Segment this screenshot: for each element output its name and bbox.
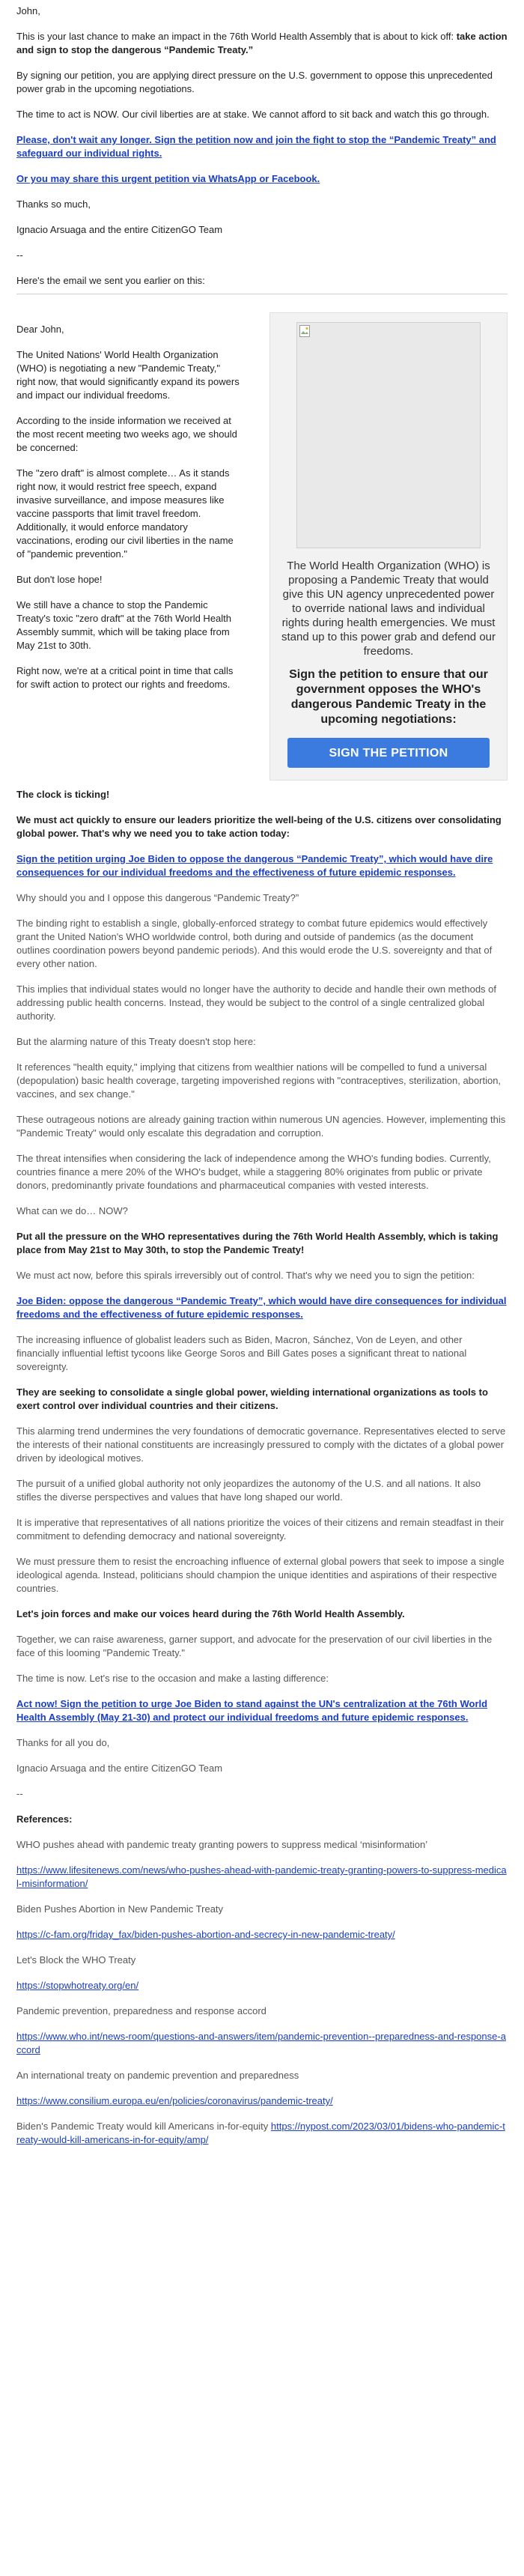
joe-petition-link-1[interactable]: Sign the petition urging Joe Biden to oppose the dangerous “Pandemic Treaty”, which would have dire consequences for our individual freedoms and the effectiveness of future epidemic responses. [16,853,493,878]
intro-paragraph [16,30,508,57]
reference-last [16,2120,508,2147]
left-paragraph: But don't lose hope! [16,574,103,585]
health-equity-paragraph: It references "health equity," implying that citizens from wealthier nations will be compelled to fund a universal (depopulation) basic health coverage, targeting impoverished regions with "contraceptives, sterilization, abortion, vaccines, and sex change." [16,1061,502,1100]
increasing-paragraph: The increasing influence of globalist leaders such as Biden, Macron, Sánchez, Von de Leyen, and other financially influential leftist tycoons like George Soros and Bill Gates poses a significant threat to national sovereignty. [16,1334,467,1372]
sign-petition-paragraph [16,133,508,160]
earlier-email-note: Here's the email we sent you earlier on this: [16,275,205,286]
joe-petition-paragraph-1 [16,852,508,879]
left-paragraph: Right now, we're at a critical point in time that calls for swift action to protect our rights and freedoms. [16,665,234,690]
intro-text: This is your last chance to make an impact in the 76th World Health Assembly that is about to kick off: [16,31,457,42]
pressure-paragraph: By signing our petition, you are applying direct pressure on the U.S. government to oppose this unprecedented power grab in the upcoming negotiations. [16,70,493,94]
dashes-top: -- [16,249,23,261]
imperative-paragraph: It is imperative that representatives of all nations prioritize the voices of their citizens and remain steadfast in their commitment to defending democracy and national sovereignty. [16,1517,505,1542]
pursuit-paragraph: The pursuit of a unified global authority not only jeopardizes the autonomy of the U.S. and all nations. It also stifles the diverse perspectives and values that have long shaped our world. [16,1478,481,1503]
card-description: The World Health Organization (WHO) is proposing a Pandemic Treaty that would give this UN agency unprecedented power to override national laws and individual rights during health emergencies. We must stand up to this power grab and defend our freedoms. [281,560,496,658]
dashes-bottom: -- [16,1788,23,1799]
reference-link[interactable]: https://stopwhotreaty.org/en/ [16,1980,139,1991]
consolidate-paragraph: They are seeking to consolidate a single global power, wielding international organizations as tools to exert control over individual countries and their citizens. [16,1387,488,1411]
share-petition-link[interactable]: Or you may share this urgent petition via WhatsApp or Facebook. [16,173,320,184]
join-forces-paragraph: Let's join forces and make our voices heard during the 76th World Health Assembly. [16,1608,405,1619]
reference-last-title: Biden's Pandemic Treaty would kill Americans in-for-equity [16,2121,271,2132]
reference-link[interactable]: https://c-fam.org/friday_fax/biden-pushes-abortion-and-secrecy-in-new-pandemic-treaty/ [16,1929,395,1940]
thanks-all: Thanks for all you do, [16,1737,110,1748]
reference-title: An international treaty on pandemic prevention and preparedness [16,2070,299,2081]
resist-paragraph: We must pressure them to resist the encroaching influence of external global powers that seek to impose a single ideological agenda. Instead, politicians should champion the unique identities and aspirations of their respective countries. [16,1556,505,1594]
act-now-link-paragraph [16,1697,508,1724]
implies-paragraph: This implies that individual states would no longer have the authority to decide and handle their own methods of addressing public health concerns. Instead, they would be subject to the control of a single centralized global authority. [16,984,496,1022]
why-question: Why should you and I oppose this dangerous “Pandemic Treaty?” [16,892,299,903]
left-column [16,312,240,703]
reference-link[interactable]: https://www.consilium.europa.eu/en/policies/coronavirus/pandemic-treaty/ [16,2095,333,2106]
left-paragraph: The United Nations' World Health Organization (WHO) is negotiating a new "Pandemic Treaty," right now, that would significantly expand its powers and impact our individual freedoms. [16,349,240,401]
binding-paragraph: The binding right to establish a single, globally-enforced strategy to combat future epidemics would effectively grant the United Nation's WHO worldwide control, both during and outside of pandemics (as the document outlines coordination powers beyond pandemic periods). And this would erode the U.S. sovereignty and that of every other nation. [16,918,493,969]
outrageous-paragraph: These outrageous notions are already gaining traction within numerous UN agencies. However, implementing this "Pandemic Treaty" would only escalate this degradation and corruption. [16,1114,506,1139]
act-now-link[interactable]: Act now! Sign the petition to urge Joe Biden to stand against the UN's centralization at the 76th World Health Assembly (May 21-30) and protect our individual freedoms and future epidemic responses. [16,1698,488,1723]
references-list [16,1838,508,2147]
intro-bold-text: take action and sign to stop the dangerous “Pandemic Treaty.” [16,31,508,55]
reference-title: Biden Pushes Abortion in New Pandemic Treaty [16,1903,224,1915]
what-now-question: What can we do… NOW? [16,1205,128,1216]
petition-image[interactable] [296,322,481,548]
threat-paragraph: The threat intensifies when considering the lack of independence among the WHO's funding bodies. Currently, countries finance a mere 20% of the WHO's budget, while a staggering 80% originates from public or private donors, predominantly private foundations and pharmaceutical companies with vested interests. [16,1153,491,1191]
broken-image-icon [299,325,310,337]
greeting-top: John, [16,5,40,16]
joe-petition-link-2[interactable]: Joe Biden: oppose the dangerous “Pandemic Treaty”, which would have dire consequences for individual freedoms and the effectiveness of future epidemic responses. [16,1295,507,1320]
clock-heading: The clock is ticking! [16,789,110,800]
reference-title: WHO pushes ahead with pandemic treaty granting powers to suppress medical ‘misinformation’ [16,1839,428,1850]
left-paragraph: The "zero draft" is almost complete… As it stands right now, it would restrict free speech, expand invasive surveillance, and impose measures like vaccine passports that limit travel freedom. Additionally, it would enforce mandatory vaccinations, eroding our civil liberties in the name of "pandemic prevention." [16,467,234,560]
salutation: Dear John, [16,324,64,335]
left-paragraph: We still have a chance to stop the Pandemic Treaty's toxic "zero draft" at the 76th World Health Assembly summit, which will be taking place from May 21st to 30th. [16,599,232,651]
reference-url-paragraph [16,1979,508,1992]
signature-bottom: Ignacio Arsuaga and the entire CitizenGO Team [16,1763,223,1774]
joe-petition-paragraph-2 [16,1294,508,1321]
left-paragraph: According to the inside information we received at the most recent meeting two weeks ago, we should be concerned: [16,415,237,453]
reference-url-paragraph [16,1928,508,1942]
time-paragraph: The time to act is NOW. Our civil liberties are at stake. We cannot afford to sit back and watch this go through. [16,109,490,120]
act-now-paragraph: We must act now, before this spirals irreversibly out of control. That's why we need you to sign the petition: [16,1270,475,1281]
reference-url-paragraph [16,1864,508,1891]
sign-petition-link[interactable]: Please, don't wait any longer. Sign the petition now and join the fight to stop the “Pandemic Treaty” and safeguard our individual rights. [16,134,496,159]
put-pressure-paragraph: Put all the pressure on the WHO representatives during the 76th World Health Assembly, which is taking place from May 21st to May 30th, to stop the Pandemic Treaty! [16,1231,499,1255]
reference-url-paragraph [16,2030,508,2057]
petition-card [269,312,508,781]
reference-link[interactable]: https://nypost.com/2023/03/01/bidens-who-pandemic-treaty-would-kill-americans-in-for-equity/amp/ [16,2121,505,2145]
reference-link[interactable]: https://www.lifesitenews.com/news/who-pushes-ahead-with-pandemic-treaty-granting-powers-to-suppress-medical-misinformation/ [16,1864,507,1889]
sign-petition-button[interactable]: SIGN THE PETITION [287,738,490,768]
time-now-paragraph: The time is now. Let's rise to the occasion and make a lasting difference: [16,1673,329,1684]
thanks-text: Thanks so much, [16,198,91,210]
reference-title: Let's Block the WHO Treaty [16,1954,136,1966]
must-act-paragraph: We must act quickly to ensure our leaders prioritize the well-being of the U.S. citizens over consolidating global power. That's why we need you to take action today: [16,814,502,839]
reference-link[interactable]: https://www.who.int/news-room/questions-and-answers/item/pandemic-prevention--preparedness-and-response-accord [16,2031,506,2055]
reference-title: Pandemic prevention, preparedness and response accord [16,2005,266,2016]
references-heading: References: [16,1813,73,1825]
undermines-paragraph: This alarming trend undermines the very foundations of democratic governance. Representatives elected to serve the interests of their national constituents are increasingly pressured to comply with the dictates of a global power driven by ideological motives. [16,1425,506,1464]
share-paragraph [16,172,508,186]
alarming-paragraph: But the alarming nature of this Treaty doesn't stop here: [16,1036,256,1047]
card-cta: Sign the petition to ensure that our government opposes the WHO's dangerous Pandemic Treaty in the upcoming negotiations: [289,668,488,726]
reference-url-paragraph [16,2094,508,2108]
two-column-section [16,312,508,781]
signature-top: Ignacio Arsuaga and the entire CitizenGO Team [16,224,223,235]
together-paragraph: Together, we can raise awareness, garner support, and advocate for the preservation of our civil liberties in the face of this looming "Pandemic Treaty." [16,1634,493,1658]
